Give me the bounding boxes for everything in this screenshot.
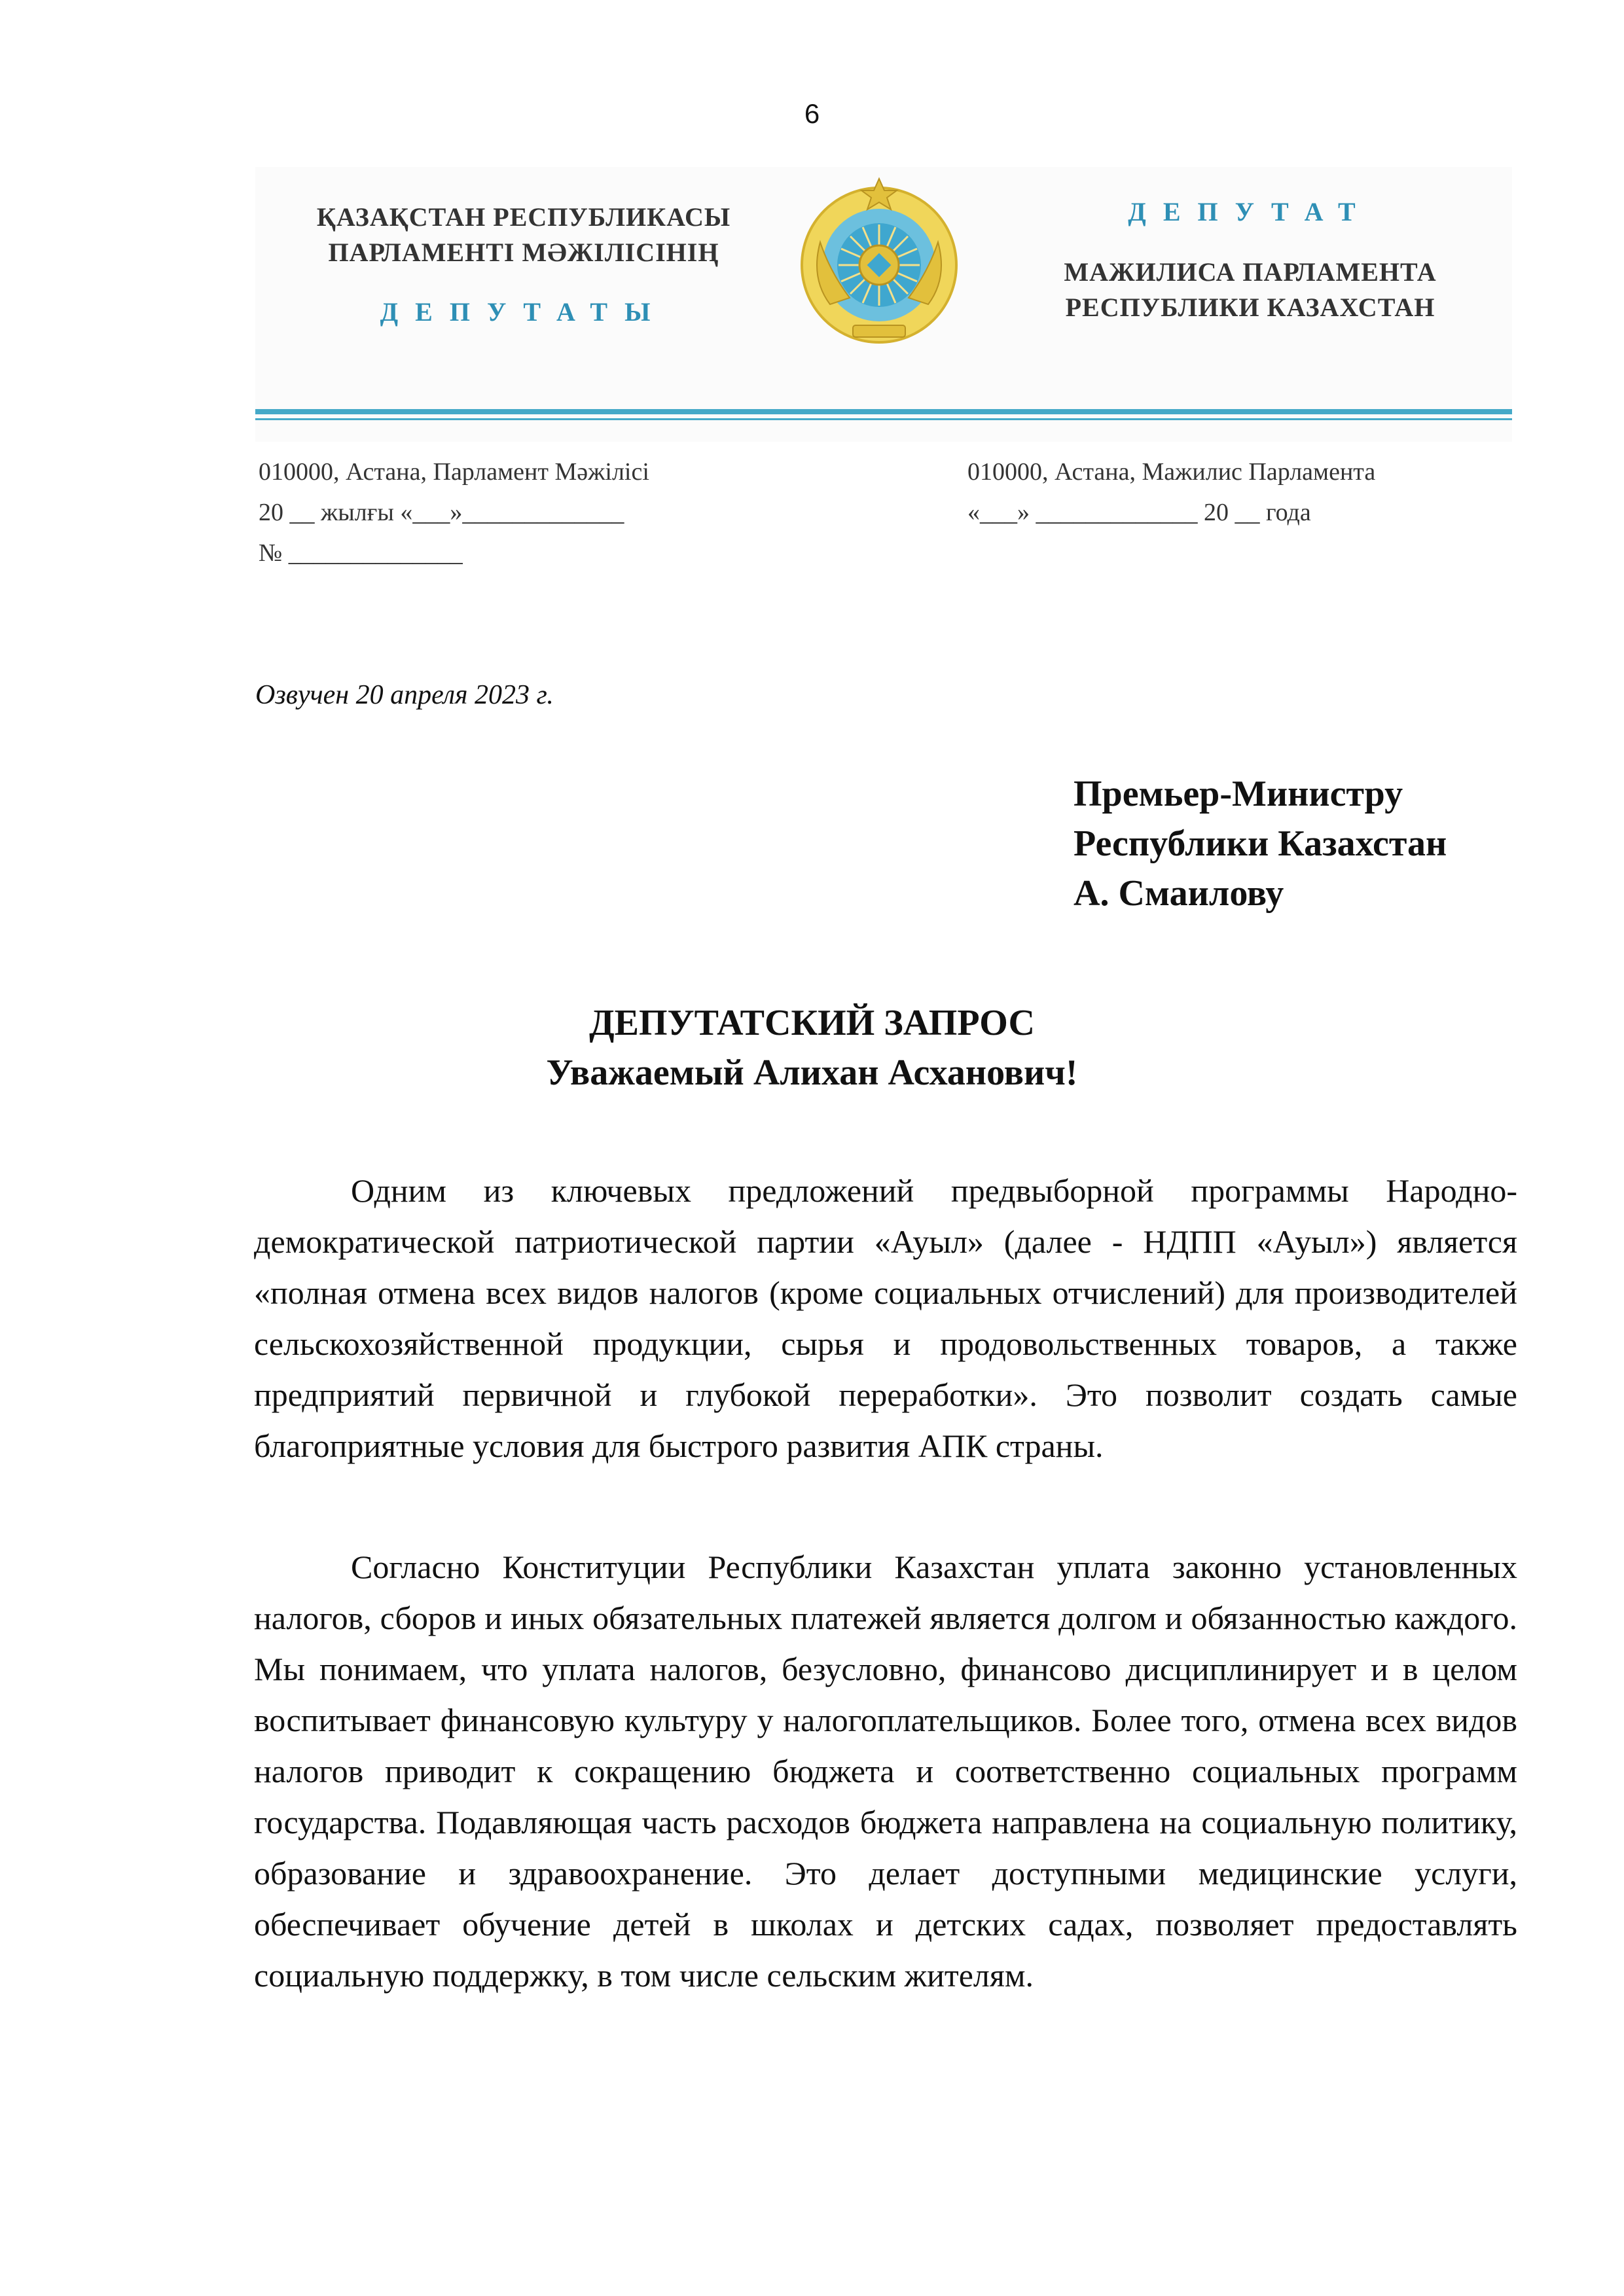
number-line: № ______________ xyxy=(259,539,463,567)
deputy-title-kazakh: ДЕПУТАТЫ xyxy=(380,297,668,327)
addressee-line: Премьер-Министру xyxy=(1074,774,1403,814)
letterhead-rule xyxy=(255,409,1512,414)
address-block-left xyxy=(259,452,649,573)
voiced-date: Озвучен 20 апреля 2023 г. xyxy=(255,680,554,710)
parliament-name-russian: МАЖИЛИСА ПАРЛАМЕНТА РЕСПУБЛИКИ КАЗАХСТАН xyxy=(1064,257,1437,322)
parliament-name-kazakh: ҚАЗАҚСТАН РЕСПУБЛИКАСЫ ПАРЛАМЕНТІ МӘЖІЛІСІНІҢ xyxy=(316,202,731,267)
document-heading xyxy=(0,998,1624,1098)
address-line: 010000, Астана, Мажилис Парламента xyxy=(967,458,1376,486)
address-line: 010000, Астана, Парламент Мәжілісі xyxy=(259,458,649,486)
date-line: «___» _____________ 20 __ года xyxy=(967,499,1311,526)
letterhead-rule-thin xyxy=(255,418,1512,420)
body-paragraph: Одним из ключевых предложений предвыборной программы Народно-демократической патриотической партии «Ауыл» (далее - НДПП «Ауыл») является «полная отмена всех видов налогов (кроме социальных отчислений) для производителей сельскохозяйственной продукции, сырья и продовольственных товаров, а также предприятий первичной и глубокой переработки». Это позволит создать самые благоприятные условия для быстрого развития АПК страны. xyxy=(254,1172,1517,1464)
salutation: Уважаемый Алихан Асханович! xyxy=(546,1052,1078,1093)
body-paragraph: Согласно Конституции Республики Казахстан уплата законно установленных налогов, сборов и иных обязательных платежей является долгом и обязанностью каждого. Мы понимаем, что уплата налогов, безусловно, финансово дисциплинирует и в целом воспитывает финансовую культуру у налогоплательщиков. Более того, отмена всех видов налогов приводит к сокращению бюджета и соответственно социальных программ государства. Подавляющая часть расходов бюджета направлена на социальную политику, образование и здравоохранение. Это делает доступными медицинские услуги, обеспечивает обучение детей в школах и детских садах, позволяет предоставлять социальную поддержку, в том числе сельским жителям. xyxy=(254,1549,1517,1994)
letterhead-left xyxy=(295,200,753,327)
state-emblem-icon xyxy=(791,173,967,350)
document-title: ДЕПУТАТСКИЙ ЗАПРОС xyxy=(589,1003,1035,1043)
addressee-line: Республики Казахстан xyxy=(1074,823,1447,864)
letterhead xyxy=(255,167,1512,442)
address-block-right xyxy=(967,452,1375,533)
addressee-line: А. Смаилову xyxy=(1074,873,1284,914)
letterhead-right xyxy=(1021,196,1479,325)
addressee-block xyxy=(1074,769,1447,918)
deputy-title-russian: ДЕПУТАТ xyxy=(1128,197,1373,226)
page-number: 6 xyxy=(804,98,820,129)
date-line: 20 __ жылғы «___»_____________ xyxy=(259,499,624,526)
